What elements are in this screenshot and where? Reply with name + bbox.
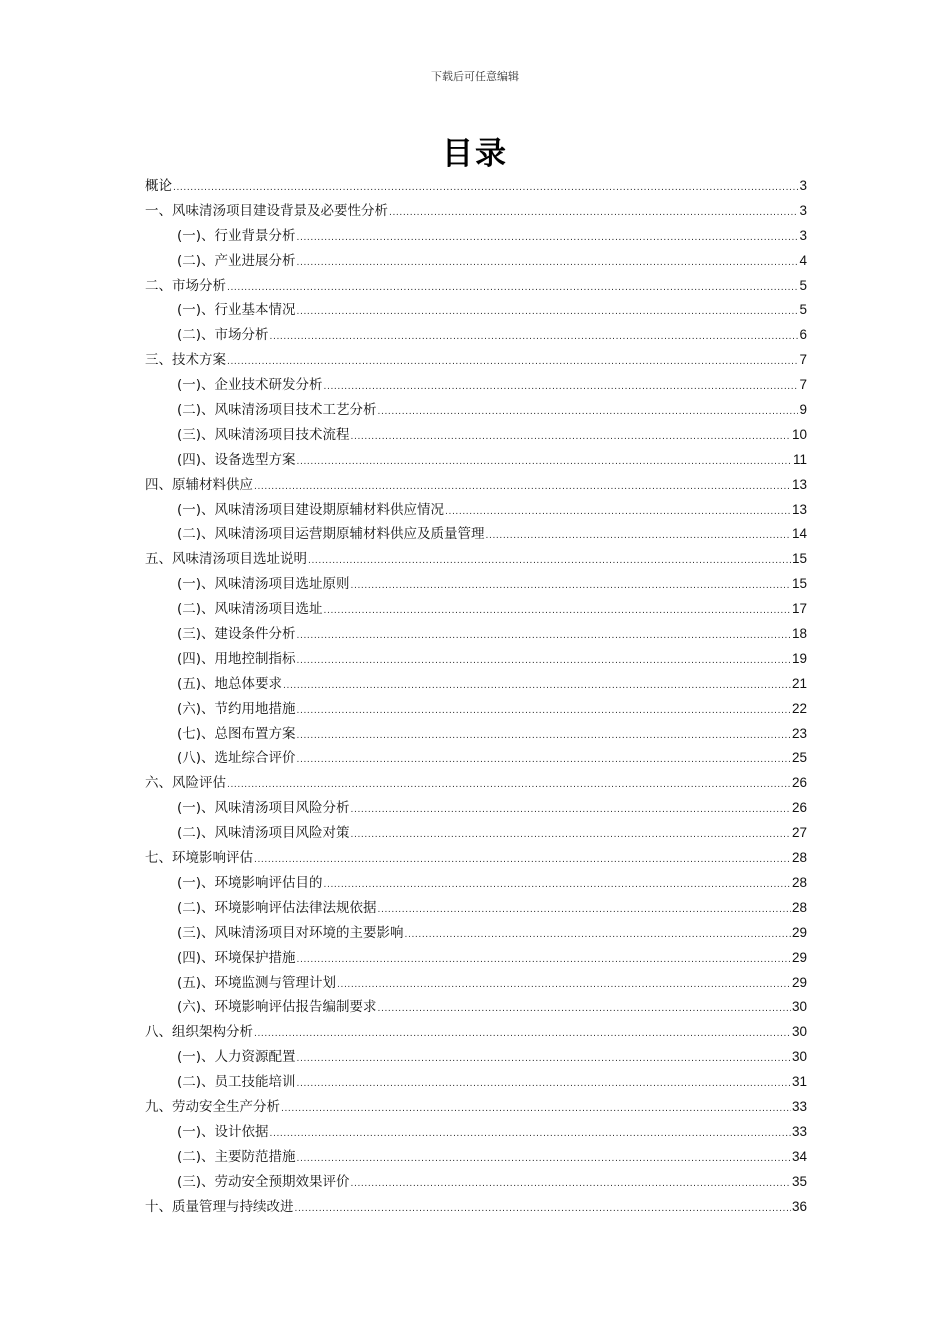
toc-page-number: 18 <box>791 626 807 642</box>
toc-page-number: 25 <box>791 750 807 766</box>
toc-section-entry[interactable] <box>145 1120 807 1145</box>
toc-entry-title: (一)、设计依据 <box>177 1123 269 1140</box>
toc-dot-leader <box>270 325 799 348</box>
toc-section-entry[interactable] <box>145 249 807 274</box>
toc-section-entry[interactable] <box>145 1070 807 1095</box>
toc-section-entry[interactable] <box>145 946 807 971</box>
toc-chapter-entry[interactable] <box>145 348 807 373</box>
toc-entry-title: (八)、选址综合评价 <box>177 750 296 767</box>
toc-section-entry[interactable] <box>145 672 807 697</box>
toc-entry-title: (一)、环境影响评估目的 <box>177 874 323 891</box>
toc-page-number: 7 <box>799 352 807 368</box>
toc-dot-leader <box>324 375 799 398</box>
toc-section-entry[interactable] <box>145 323 807 348</box>
toc-page-number: 30 <box>791 999 807 1015</box>
toc-page-number: 11 <box>792 451 807 467</box>
toc-page-number: 9 <box>799 402 807 418</box>
toc-page-number: 28 <box>791 850 807 866</box>
toc-chapter-entry[interactable] <box>145 1095 807 1120</box>
toc-dot-leader <box>378 400 799 423</box>
toc-dot-leader <box>281 1097 791 1120</box>
toc-dot-leader <box>486 524 791 547</box>
toc-page-number: 3 <box>799 202 807 218</box>
toc-page-number: 15 <box>791 551 807 567</box>
toc-dot-leader <box>254 475 791 498</box>
toc-entry-title: (一)、风味清汤项目建设期原辅材料供应情况 <box>177 501 445 518</box>
toc-page-number: 4 <box>799 252 807 268</box>
toc-dot-leader <box>270 1122 791 1145</box>
toc-page-number: 26 <box>791 800 807 816</box>
toc-entry-title: (二)、员工技能培训 <box>177 1074 296 1091</box>
toc-page-number: 26 <box>791 775 807 791</box>
toc-entry-title: 三、技术方案 <box>145 352 226 369</box>
toc-page-number: 5 <box>799 277 807 293</box>
toc-dot-leader <box>297 450 792 473</box>
toc-dot-leader <box>297 1047 791 1070</box>
toc-entry-title: 概论 <box>145 178 172 194</box>
toc-entry-title: (一)、风味清汤项目风险分析 <box>177 800 350 817</box>
toc-dot-leader <box>297 724 791 747</box>
toc-chapter-entry[interactable] <box>145 771 807 796</box>
toc-dot-leader <box>297 300 799 323</box>
toc-dot-leader <box>351 798 791 821</box>
toc-dot-leader <box>227 276 798 299</box>
toc-entry-title: 十、质量管理与持续改进 <box>145 1198 294 1215</box>
toc-section-entry[interactable] <box>145 995 807 1020</box>
toc-page-number: 36 <box>791 1198 807 1214</box>
toc-section-entry[interactable] <box>145 398 807 423</box>
toc-entry-title: 八、组织架构分析 <box>145 1024 253 1041</box>
toc-dot-leader <box>351 1172 791 1195</box>
toc-page-number: 6 <box>799 327 807 343</box>
toc-entry-title: (三)、劳动安全预期效果评价 <box>177 1173 350 1190</box>
toc-chapter-entry[interactable] <box>145 1020 807 1045</box>
toc-entry-title: (六)、节约用地措施 <box>177 700 296 717</box>
toc-section-entry[interactable] <box>145 572 807 597</box>
toc-page-number: 15 <box>791 576 807 592</box>
toc-chapter-entry[interactable] <box>145 547 807 572</box>
toc-page-number: 3 <box>799 227 807 243</box>
toc-page-number: 28 <box>791 874 807 890</box>
toc-entry-title: (一)、人力资源配置 <box>177 1049 296 1066</box>
toc-chapter-entry[interactable] <box>145 274 807 299</box>
toc-entry-title: (二)、风味清汤项目运营期原辅材料供应及质量管理 <box>177 526 485 543</box>
toc-entry-title: (七)、总图布置方案 <box>177 725 296 742</box>
page-header: 下载后可任意编辑 <box>431 70 519 83</box>
toc-page-number: 3 <box>799 178 807 193</box>
toc-entry-title: (六)、环境影响评估报告编制要求 <box>177 999 377 1016</box>
toc-page-number: 13 <box>791 501 807 517</box>
toc-title: 目录 <box>442 136 508 172</box>
toc-page-number: 19 <box>791 650 807 666</box>
toc-entry-title: (二)、环境影响评估法律法规依据 <box>177 899 377 916</box>
toc-dot-leader <box>283 674 791 697</box>
toc-dot-leader <box>173 176 798 199</box>
toc-entry-title: (三)、建设条件分析 <box>177 626 296 643</box>
toc-entry-title: 九、劳动安全生产分析 <box>145 1098 280 1115</box>
toc-section-entry[interactable] <box>145 971 807 996</box>
toc-entry-title: 五、风味清汤项目选址说明 <box>145 551 307 568</box>
toc-entry-title: 一、风味清汤项目建设背景及必要性分析 <box>145 202 388 219</box>
toc-page-number: 21 <box>791 675 807 691</box>
toc-chapter-entry[interactable] <box>145 1195 807 1220</box>
toc-page-number: 29 <box>791 924 807 940</box>
toc-entry-title: (二)、风味清汤项目选址 <box>177 601 323 618</box>
toc-page-number: 29 <box>791 974 807 990</box>
toc-section-entry[interactable] <box>145 697 807 722</box>
toc-chapter-entry[interactable] <box>145 174 807 199</box>
toc-entry-title: (三)、风味清汤项目对环境的主要影响 <box>177 924 404 941</box>
toc-dot-leader <box>297 1147 791 1170</box>
toc-entry-title: (二)、风味清汤项目技术工艺分析 <box>177 402 377 419</box>
toc-section-entry[interactable] <box>145 796 807 821</box>
toc-section-entry[interactable] <box>145 498 807 523</box>
toc-dot-leader <box>308 549 791 572</box>
toc-section-entry[interactable] <box>145 647 807 672</box>
toc-dot-leader <box>324 873 791 896</box>
toc-page-number: 30 <box>791 1049 807 1065</box>
toc-page-number: 34 <box>791 1148 807 1164</box>
toc-dot-leader <box>297 1072 791 1095</box>
toc-chapter-entry[interactable] <box>145 473 807 498</box>
toc-section-entry[interactable] <box>145 1145 807 1170</box>
toc-section-entry[interactable] <box>145 722 807 747</box>
toc-entry-title: 六、风险评估 <box>145 775 226 792</box>
toc-page-number: 17 <box>791 601 807 617</box>
toc-page-number: 28 <box>791 899 807 915</box>
toc-page-number: 33 <box>791 1098 807 1114</box>
toc-entry-title: (二)、市场分析 <box>177 327 269 344</box>
toc-page-number: 10 <box>791 426 807 442</box>
toc-dot-leader <box>254 848 791 871</box>
toc-entry-title: (一)、行业基本情况 <box>177 302 296 319</box>
toc-section-entry[interactable] <box>145 522 807 547</box>
toc-section-entry[interactable] <box>145 871 807 896</box>
toc-page-number: 35 <box>791 1173 807 1189</box>
toc-entry-title: (二)、风味清汤项目风险对策 <box>177 825 350 842</box>
toc-dot-leader <box>295 1197 791 1220</box>
toc-page-number: 23 <box>791 725 807 741</box>
toc-dot-leader <box>254 1022 791 1045</box>
toc-entry-title: (二)、产业进展分析 <box>177 252 296 269</box>
toc-page-number: 13 <box>791 476 807 492</box>
toc-section-entry[interactable] <box>145 373 807 398</box>
toc-section-entry[interactable] <box>145 1170 807 1195</box>
toc-entry-title: 四、原辅材料供应 <box>145 476 253 493</box>
toc-chapter-entry[interactable] <box>145 199 807 224</box>
toc-entry-title: 七、环境影响评估 <box>145 850 253 867</box>
toc-section-entry[interactable] <box>145 298 807 323</box>
toc-dot-leader <box>297 649 791 672</box>
toc-page-number: 14 <box>791 526 807 542</box>
toc-dot-leader <box>378 997 791 1020</box>
toc-section-entry[interactable] <box>145 224 807 249</box>
toc-entry-title: (四)、设备选型方案 <box>177 451 296 468</box>
toc-section-entry[interactable] <box>145 1045 807 1070</box>
toc-page-number: 33 <box>791 1123 807 1139</box>
toc-dot-leader <box>227 350 798 373</box>
toc-page-number: 27 <box>791 825 807 841</box>
toc-entry-title: (三)、风味清汤项目技术流程 <box>177 426 350 443</box>
toc-dot-leader <box>324 599 791 622</box>
toc-dot-leader <box>445 500 791 523</box>
table-of-contents <box>145 174 807 1219</box>
toc-entry-title: (一)、企业技术研发分析 <box>177 377 323 394</box>
toc-dot-leader <box>378 898 791 921</box>
toc-chapter-entry[interactable] <box>145 846 807 871</box>
toc-dot-leader <box>351 574 791 597</box>
toc-dot-leader <box>297 624 791 647</box>
toc-section-entry[interactable] <box>145 622 807 647</box>
toc-entry-title: (二)、主要防范措施 <box>177 1148 296 1165</box>
toc-page-number: 31 <box>791 1074 807 1090</box>
toc-section-entry[interactable] <box>145 597 807 622</box>
toc-section-entry[interactable] <box>145 821 807 846</box>
toc-section-entry[interactable] <box>145 896 807 921</box>
toc-dot-leader <box>351 425 791 448</box>
toc-page-number: 29 <box>791 949 807 965</box>
toc-dot-leader <box>297 251 799 274</box>
toc-section-entry[interactable] <box>145 448 807 473</box>
toc-section-entry[interactable] <box>145 746 807 771</box>
toc-dot-leader <box>405 923 791 946</box>
toc-dot-leader <box>297 948 791 971</box>
toc-entry-title: (一)、行业背景分析 <box>177 227 296 244</box>
toc-page-number: 5 <box>799 302 807 318</box>
toc-entry-title: (四)、用地控制指标 <box>177 650 296 667</box>
toc-page-number: 22 <box>791 700 807 716</box>
toc-dot-leader <box>297 226 799 249</box>
toc-dot-leader <box>297 748 791 771</box>
toc-section-entry[interactable] <box>145 423 807 448</box>
toc-dot-leader <box>389 201 798 224</box>
toc-dot-leader <box>227 773 791 796</box>
toc-entry-title: (五)、环境监测与管理计划 <box>177 974 337 991</box>
toc-dot-leader <box>337 973 791 996</box>
toc-entry-title: (五)、地总体要求 <box>177 675 283 692</box>
toc-page-number: 30 <box>791 1024 807 1040</box>
toc-entry-title: (四)、环境保护措施 <box>177 949 296 966</box>
toc-entry-title: 二、市场分析 <box>145 277 226 294</box>
toc-section-entry[interactable] <box>145 921 807 946</box>
toc-page-number: 7 <box>799 377 807 393</box>
toc-entry-title: (一)、风味清汤项目选址原则 <box>177 576 350 593</box>
toc-dot-leader <box>351 823 791 846</box>
toc-dot-leader <box>297 699 791 722</box>
